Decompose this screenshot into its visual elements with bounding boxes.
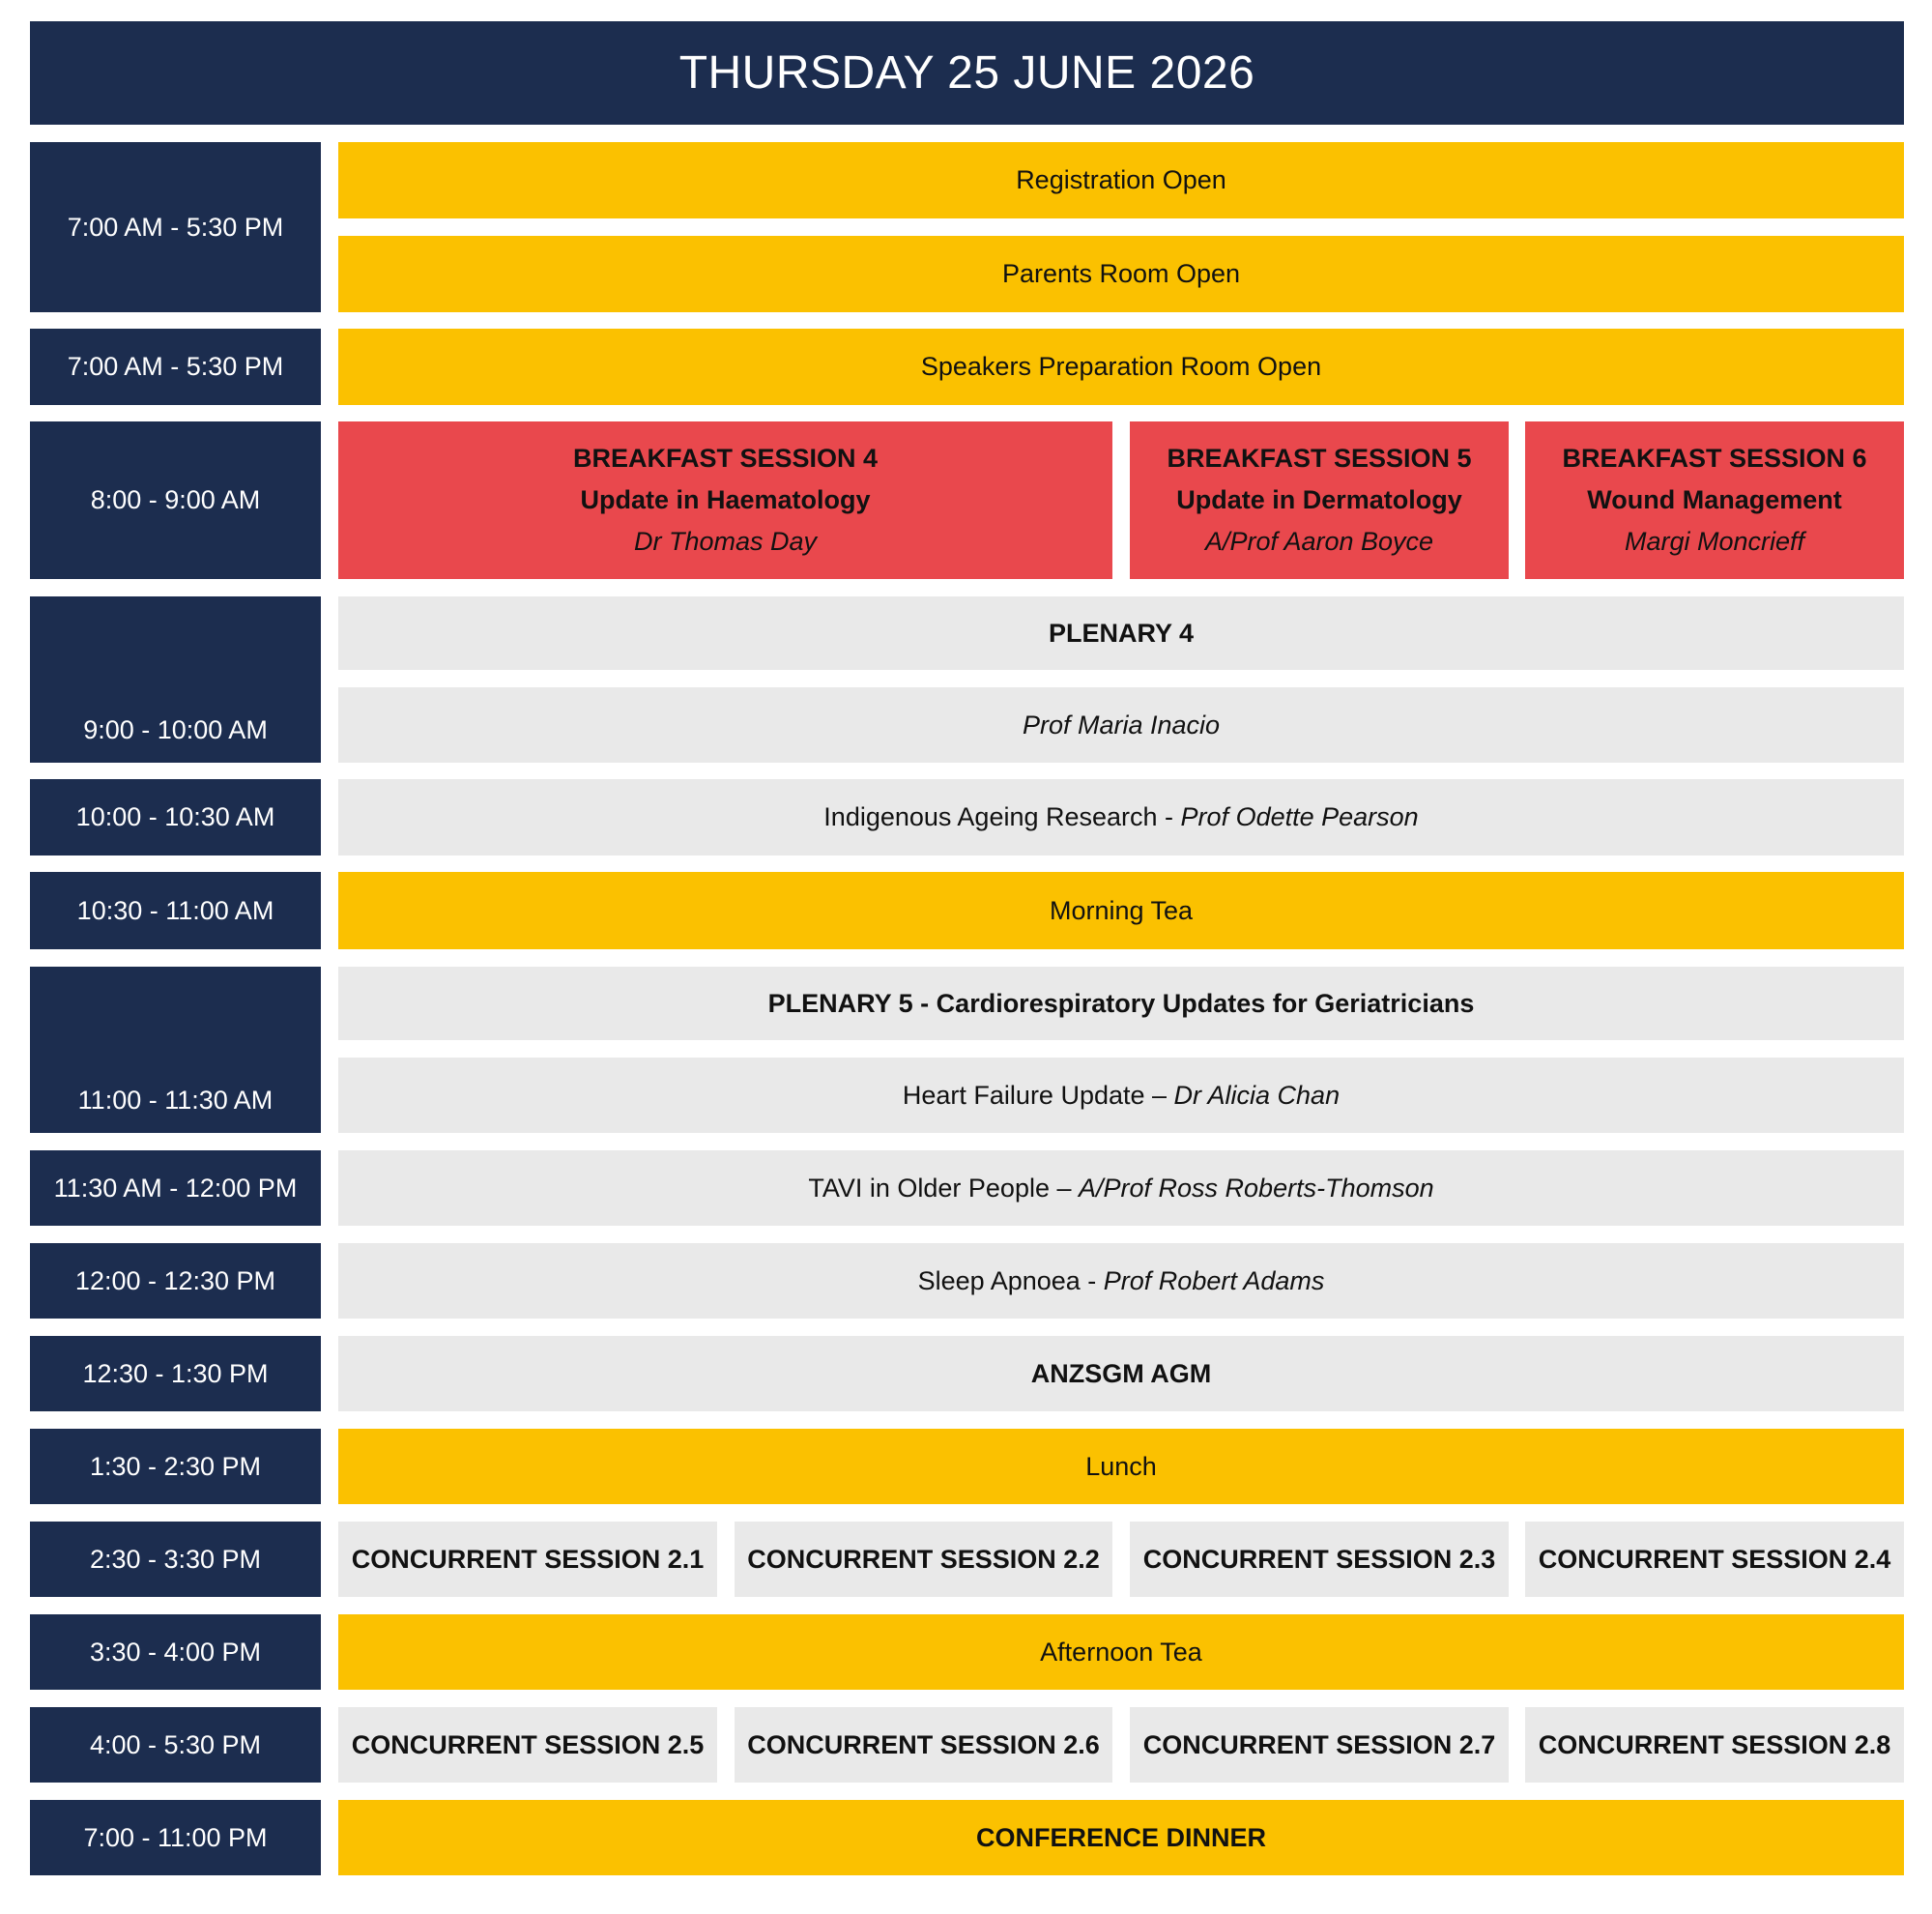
talk-title: Sleep Apnoea - [917,1266,1104,1295]
page-title: THURSDAY 25 JUNE 2026 [30,21,1904,125]
session-topic: Wound Management [1587,485,1842,514]
time-slot: 11:30 AM - 12:00 PM [30,1150,321,1226]
plenary-4-title: PLENARY 4 [338,596,1904,670]
concurrent-session: CONCURRENT SESSION 2.4 [1525,1522,1904,1597]
concurrent-session: CONCURRENT SESSION 2.7 [1130,1707,1509,1783]
event-anzsgm-agm: ANZSGM AGM [338,1336,1904,1411]
breakfast-session-5 [1130,421,1509,579]
time-slot: 2:30 - 3:30 PM [30,1522,321,1597]
talk-title: Indigenous Ageing Research - [823,802,1181,831]
event-registration-open: Registration Open [338,142,1904,218]
event-indigenous-ageing-research [338,779,1904,856]
concurrent-session: CONCURRENT SESSION 2.6 [735,1707,1112,1783]
time-slot: 12:30 - 1:30 PM [30,1336,321,1411]
time-slot: 7:00 AM - 5:30 PM [30,142,321,312]
concurrent-session: CONCURRENT SESSION 2.8 [1525,1707,1904,1783]
session-topic: Update in Dermatology [1176,485,1462,514]
talk-speaker: Dr Alicia Chan [1173,1081,1341,1110]
time-slot: 4:00 - 5:30 PM [30,1707,321,1783]
session-title: BREAKFAST SESSION 6 [1562,444,1867,473]
time-slot: 1:30 - 2:30 PM [30,1429,321,1504]
session-topic: Update in Haematology [580,485,871,514]
event-parents-room-open: Parents Room Open [338,236,1904,312]
time-slot: 10:30 - 11:00 AM [30,872,321,949]
talk-speaker: Prof Odette Pearson [1180,802,1419,831]
event-afternoon-tea: Afternoon Tea [338,1614,1904,1690]
time-slot: 3:30 - 4:00 PM [30,1614,321,1690]
event-speakers-room-open: Speakers Preparation Room Open [338,329,1904,405]
concurrent-session: CONCURRENT SESSION 2.3 [1130,1522,1509,1597]
time-slot: 9:00 - 10:00 AM [30,596,321,763]
event-sleep-apnoea [338,1243,1904,1319]
breakfast-session-6 [1525,421,1904,579]
session-title: BREAKFAST SESSION 4 [572,444,879,473]
time-slot: 8:00 - 9:00 AM [30,421,321,579]
plenary-5-title: PLENARY 5 - Cardiorespiratory Updates for Geriatricians [338,967,1904,1040]
session-speaker: A/Prof Aaron Boyce [1204,527,1434,556]
session-title: BREAKFAST SESSION 5 [1167,444,1472,473]
concurrent-session: CONCURRENT SESSION 2.1 [338,1522,717,1597]
event-tavi-older-people [338,1150,1904,1226]
event-heart-failure-update [338,1058,1904,1133]
session-speaker: Dr Thomas Day [633,527,818,556]
time-slot: 12:00 - 12:30 PM [30,1243,321,1319]
event-conference-dinner: CONFERENCE DINNER [338,1800,1904,1875]
time-slot: 10:00 - 10:30 AM [30,779,321,856]
session-speaker: Margi Moncrieff [1624,527,1805,556]
breakfast-session-4 [338,421,1112,579]
plenary-4-speaker: Prof Maria Inacio [338,687,1904,763]
talk-speaker: A/Prof Ross Roberts-Thomson [1079,1174,1434,1203]
concurrent-session: CONCURRENT SESSION 2.2 [735,1522,1112,1597]
time-slot: 7:00 - 11:00 PM [30,1800,321,1875]
time-slot: 11:00 - 11:30 AM [30,967,321,1133]
event-morning-tea: Morning Tea [338,872,1904,949]
event-lunch: Lunch [338,1429,1904,1504]
talk-title: Heart Failure Update – [902,1081,1174,1110]
talk-title: TAVI in Older People – [808,1174,1079,1203]
concurrent-session: CONCURRENT SESSION 2.5 [338,1707,717,1783]
talk-speaker: Prof Robert Adams [1103,1266,1325,1295]
time-slot: 7:00 AM - 5:30 PM [30,329,321,405]
